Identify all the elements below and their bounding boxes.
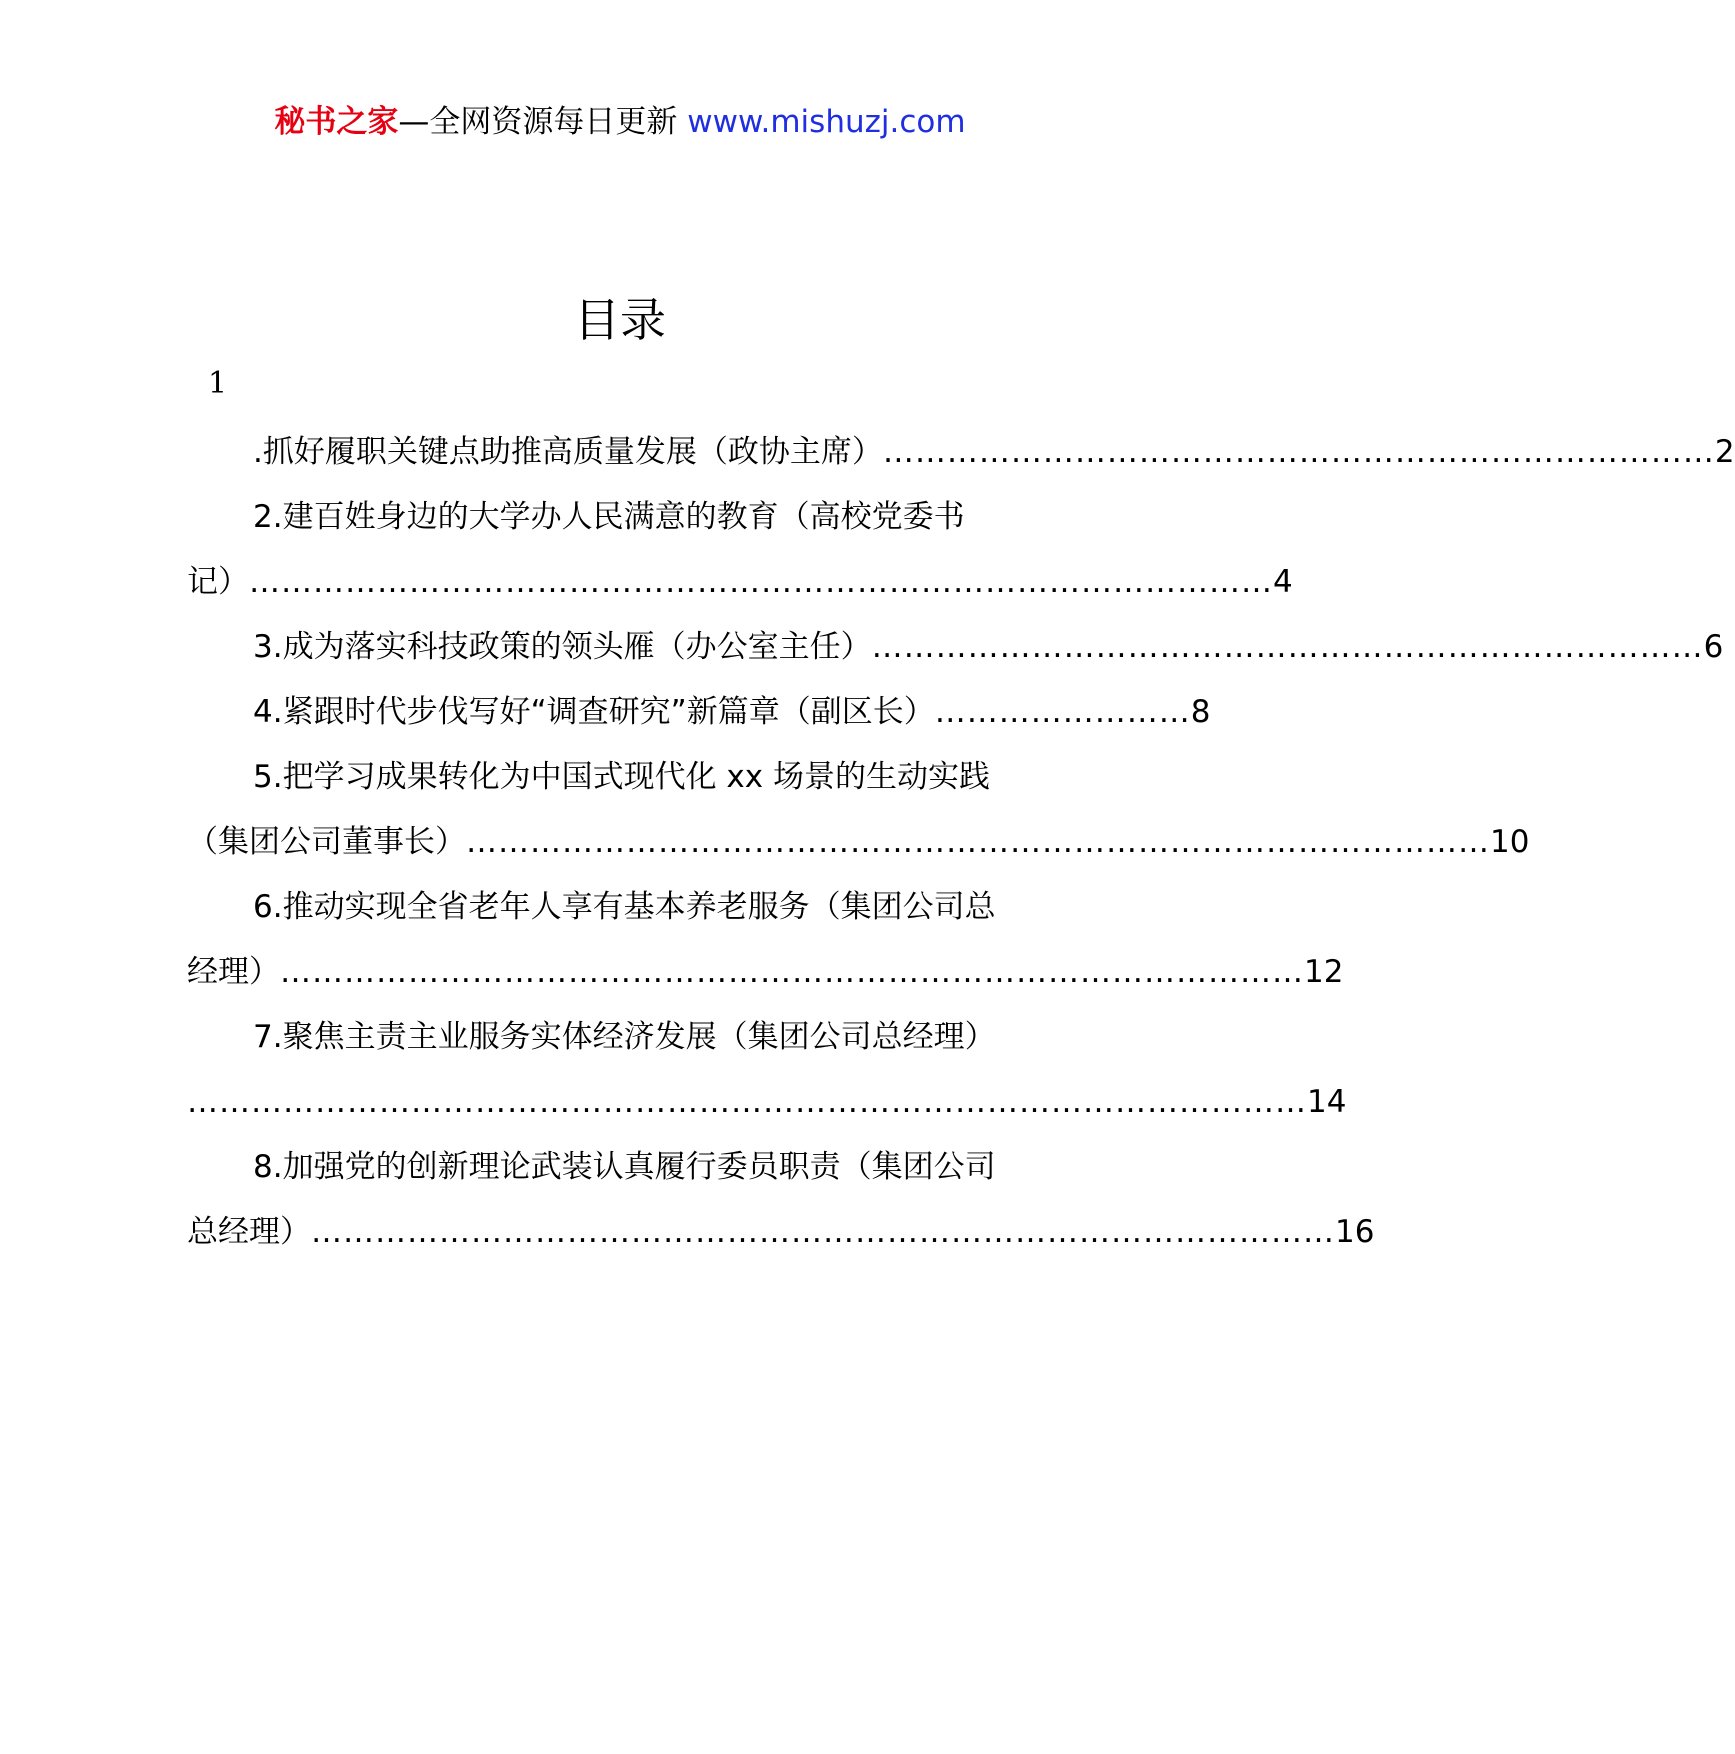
toc-entry-title: .抓好履职关键点助推高质量发展（政协主席） <box>253 434 883 470</box>
toc-entry-title: 2.建百姓身边的大学办人民满意的教育（高校党委书 <box>253 499 965 535</box>
toc-page-number: 8 <box>1190 694 1211 730</box>
toc-line <box>187 1200 1375 1265</box>
site-header <box>0 100 1240 144</box>
toc-leader-dots: …………………………………………………………………… <box>871 629 1704 665</box>
toc-entry-title: 4.紧跟时代步伐写好“调查研究”新篇章（副区长） <box>253 694 935 730</box>
toc-page-number: 12 <box>1304 954 1344 990</box>
toc-line <box>187 615 1724 680</box>
toc-line <box>187 1070 1347 1135</box>
toc-entry-7[interactable] <box>187 1005 1347 1135</box>
toc-line <box>187 680 1211 745</box>
toc-entry-tail: 经理） <box>187 954 280 990</box>
toc-leader-dots: …………………… <box>934 694 1191 730</box>
toc-page-number: 10 <box>1490 824 1530 860</box>
header-slogan: —全网资源每日更新 <box>398 104 678 140</box>
toc-leader-dots: …………………………………………………………………… <box>882 434 1715 470</box>
toc-entry-2[interactable] <box>187 485 1293 615</box>
toc-entry-5[interactable] <box>187 745 1530 875</box>
toc-line <box>187 940 1344 1005</box>
toc-line <box>187 420 1735 485</box>
toc-entry-title: 8.加强党的创新理论武装认真履行委员职责（集团公司 <box>253 1149 996 1185</box>
toc-entry-1[interactable] <box>187 420 1735 485</box>
toc-entry-8[interactable] <box>187 1135 1375 1265</box>
toc-line <box>187 810 1530 875</box>
toc-entry-tail: 总经理） <box>187 1214 311 1250</box>
toc-line <box>187 550 1293 615</box>
toc-page-number: 2 <box>1714 434 1735 470</box>
toc-leader-dots: …………………………………………………………………………………… <box>311 1214 1335 1250</box>
toc-entry-title: 3.成为落实科技政策的领头雁（办公室主任） <box>253 629 872 665</box>
toc-entry-tail: （集团公司董事长） <box>187 824 466 860</box>
toc-page-number: 14 <box>1307 1084 1347 1120</box>
toc-page-number: 4 <box>1273 564 1293 600</box>
toc-line <box>187 485 1053 550</box>
toc-page-number: 6 <box>1703 629 1724 665</box>
toc-entry-4[interactable] <box>187 680 1211 745</box>
toc-leader-dots: …………………………………………………………………………………… <box>466 824 1490 860</box>
toc-leader-dots: …………………………………………………………………………………… <box>249 564 1273 600</box>
toc-line <box>187 1005 1053 1070</box>
toc-entry-6[interactable] <box>187 875 1344 1005</box>
toc-entry-tail: 记） <box>187 564 249 600</box>
toc-line <box>187 875 1053 940</box>
toc-page-number: 16 <box>1335 1214 1375 1250</box>
toc-leader-dots: …………………………………………………………………………………………… <box>187 1084 1307 1120</box>
toc-line <box>187 1135 1053 1200</box>
toc-entry-3[interactable] <box>187 615 1724 680</box>
toc-entry-title: 5.把学习成果转化为中国式现代化 xx 场景的生动实践 <box>253 759 990 795</box>
toc-leader-dots: …………………………………………………………………………………… <box>280 954 1304 990</box>
brand-name: 秘书之家 <box>274 104 399 140</box>
page-title: 目录 <box>574 293 666 347</box>
footnote-mark: 1 <box>208 366 228 401</box>
toc-entry-title: 7.聚焦主责主业服务实体经济发展（集团公司总经理） <box>253 1019 996 1055</box>
toc-entry-title: 6.推动实现全省老年人享有基本养老服务（集团公司总 <box>253 889 996 925</box>
site-url-link[interactable]: www.mishuzj.com <box>687 104 966 140</box>
table-of-contents <box>187 420 1735 1265</box>
toc-line <box>187 745 1053 810</box>
